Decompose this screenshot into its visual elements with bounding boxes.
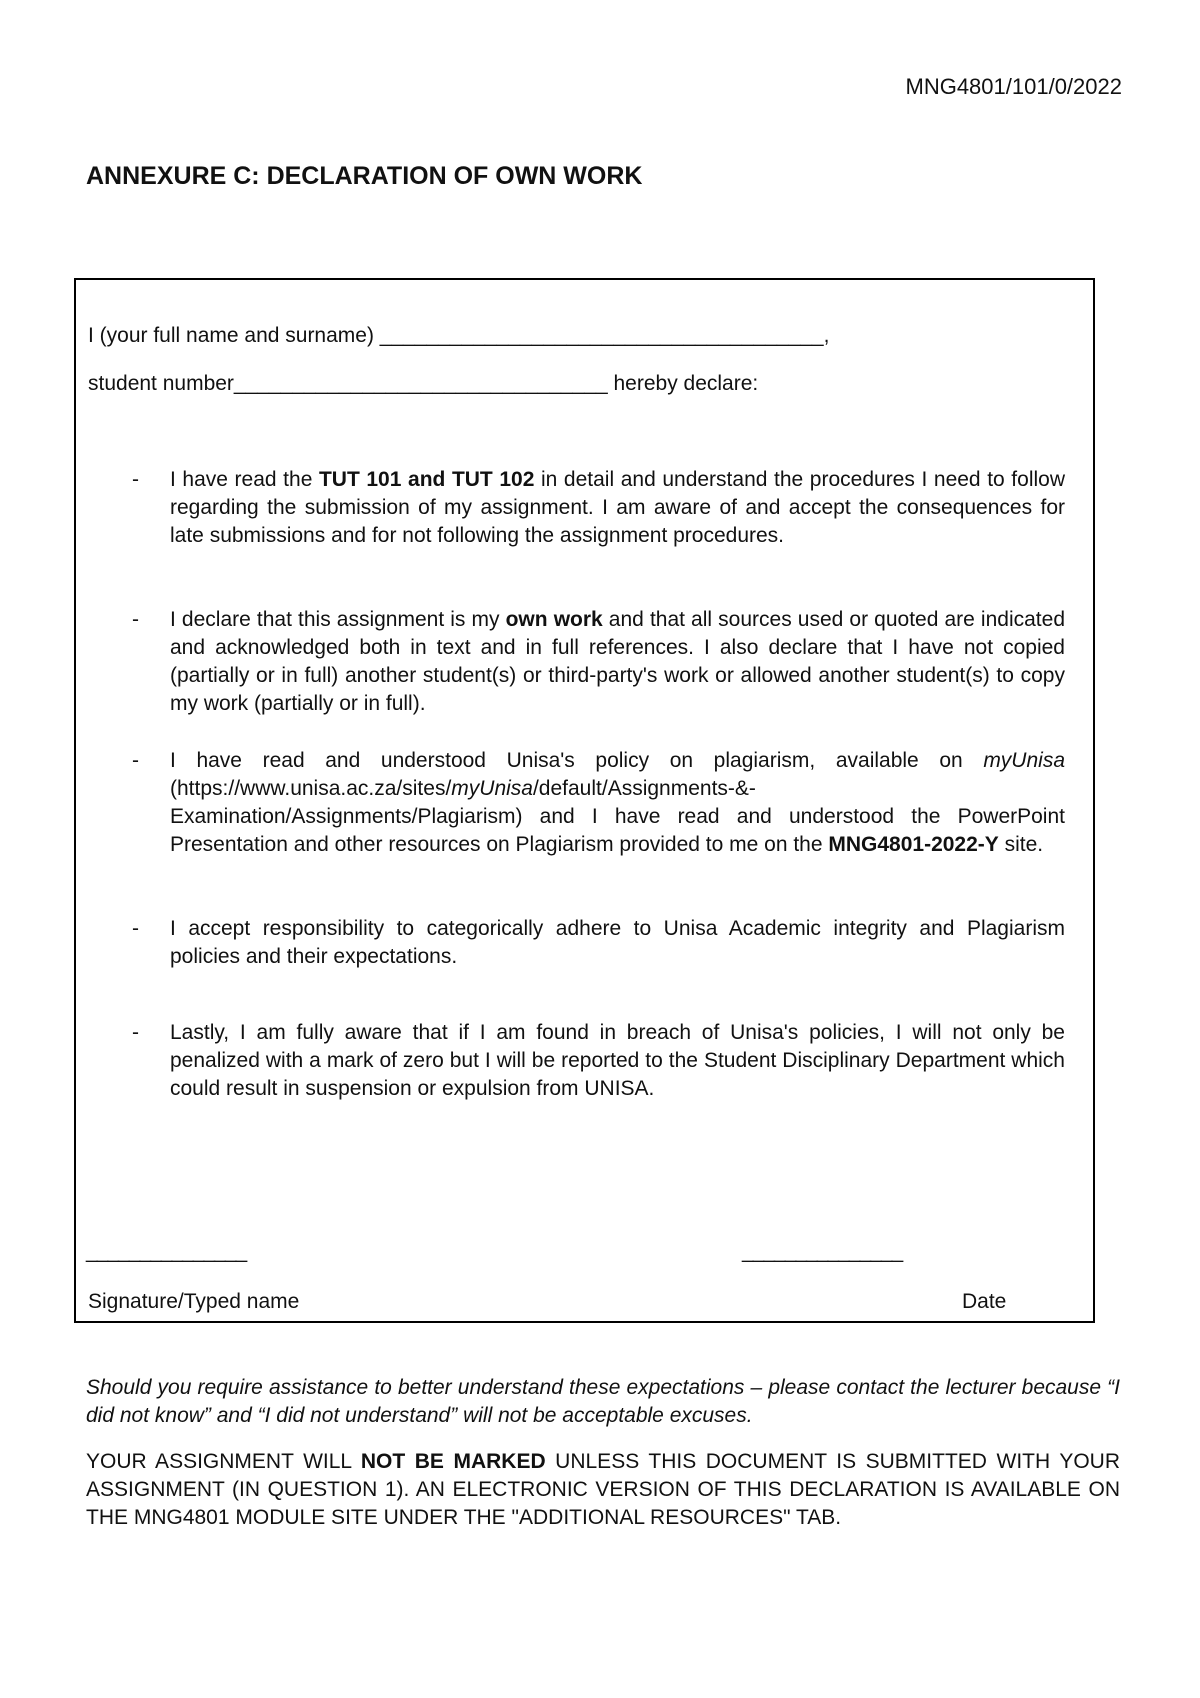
bullet-dash: - (132, 468, 139, 491)
declaration-item-responsibility: - I accept responsibility to categorically adhere to Unisa Academic integrity and Plagiarism policies and their expectations. (132, 917, 1065, 968)
submission-warning: YOUR ASSIGNMENT WILL NOT BE MARKED UNLESS THIS DOCUMENT IS SUBMITTED WITH YOUR ASSIGNMENT (IN QUESTION 1). AN ELECTRONIC VERSION OF THIS DECLARATION IS AVAILABLE ON THE MNG4801 MODULE SITE UNDER THE "ADDITIONAL RESOURCES" TAB. (86, 1450, 1120, 1529)
bullet-dash: - (132, 749, 139, 772)
student-number-line: student number________________________________ hereby declare: (88, 372, 759, 395)
bullet-dash: - (132, 917, 139, 940)
assistance-note: Should you require assistance to better understand these expectations – please contact the lecturer because “I did not know” and “I did not understand” will not be acceptable excuses. (86, 1376, 1120, 1427)
signature-label: Signature/Typed name (88, 1290, 300, 1313)
date-label: Date (962, 1290, 1007, 1313)
declaration-item-own-work: - I declare that this assignment is my own work and that all sources used or quoted are indicated and acknowledged both in text and in full references. I also declare that I have not copied (partially or in full) another student(s) or third-party's work or allowed another student(s) to copy my work (partially or in full). (132, 608, 1065, 715)
declaration-item-tutorials: - I have read the TUT 101 and TUT 102 in detail and understand the procedures I need to follow regarding the submission of my assignment. I am aware of and accept the consequences for late submissions and for not following the assignment procedures. (132, 468, 1065, 547)
page-title: ANNEXURE C: DECLARATION OF OWN WORK (86, 162, 643, 190)
document-reference: MNG4801/101/0/2022 (905, 74, 1122, 99)
declaration-item-breach: - Lastly, I am fully aware that if I am found in breach of Unisa's policies, I will not only be penalized with a mark of zero but I will be reported to the Student Disciplinary Department which could result in suspension or expulsion from UNISA. (132, 1021, 1065, 1100)
bullet-dash: - (132, 1021, 139, 1044)
declaration-item-plagiarism-policy: - I have read and understood Unisa's policy on plagiarism, available on myUnisa (https://www.unisa.ac.za/sites/myUnisa/default/Assignments-&-Examination/Assignments/Plagiarism) and I have read and understood the PowerPoint Presentation and other resources on Plagiarism provided to me on the MNG4801-2022-Y site. (132, 749, 1065, 856)
signature-line: _______________ (86, 1240, 247, 1263)
full-name-line: I (your full name and surname) ______________________________________, (88, 324, 830, 347)
bullet-dash: - (132, 608, 139, 631)
declaration-box (74, 278, 1095, 1323)
date-line: _______________ (742, 1240, 903, 1263)
